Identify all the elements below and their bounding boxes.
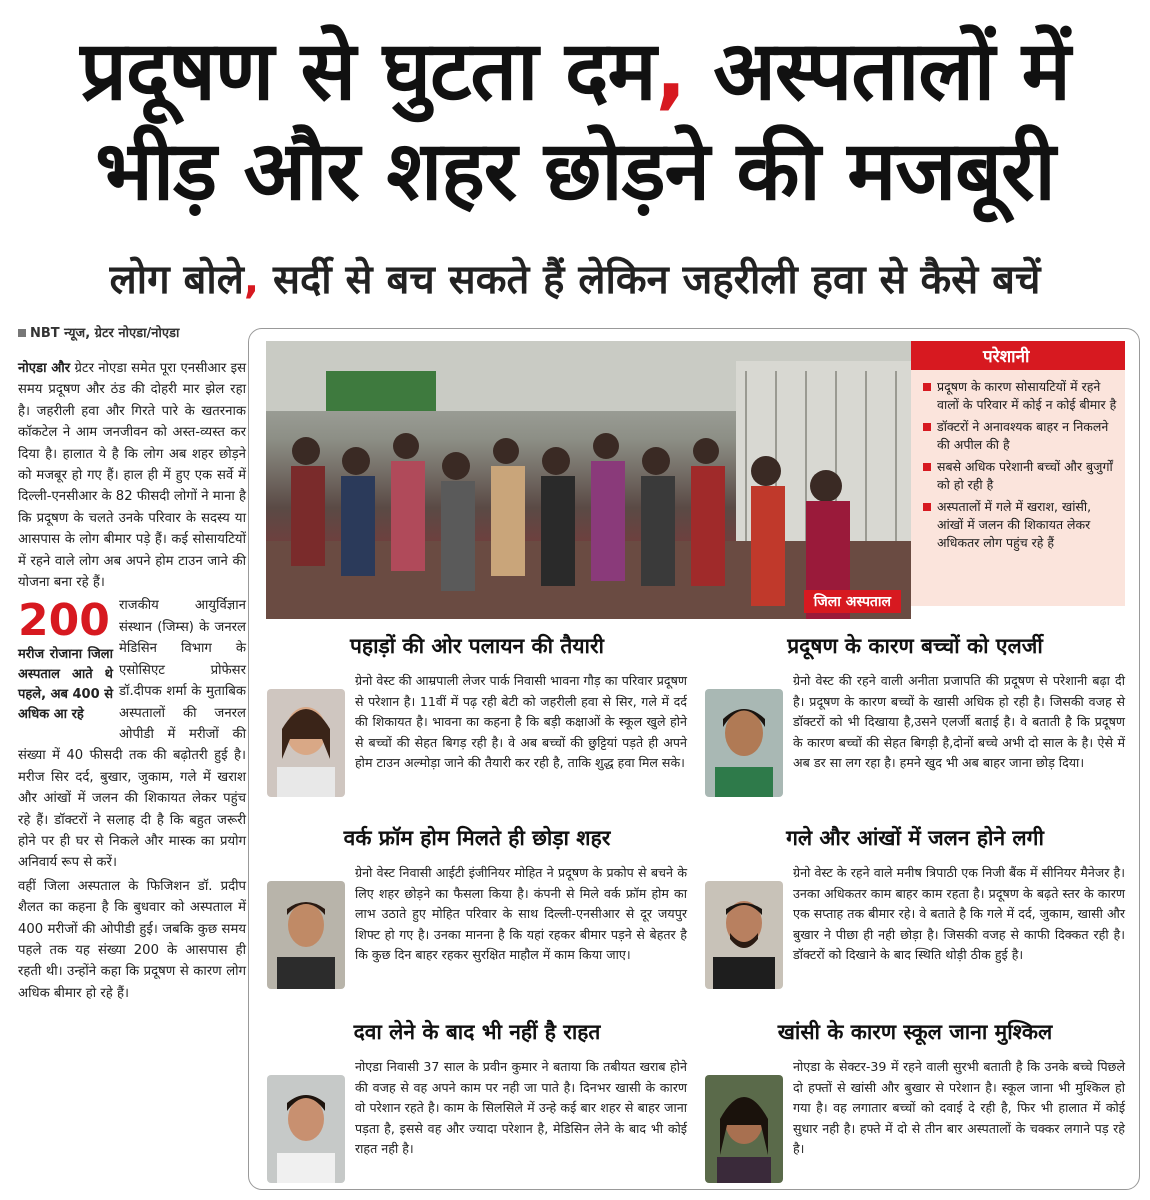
story-5: [267, 1015, 687, 1157]
headline-line-2: भीड़ और शहर छोड़ने की मजबूरी: [95, 124, 1055, 219]
story-title: खांसी के कारण स्कूल जाना मुश्किल: [777, 1020, 1053, 1044]
story-text: ग्रेनो वेस्ट निवासी आईटी इंजीनियर मोहित ने प्रदूषण के प्रकोप से बचने के लिए शहर छोड़ने का फैसला किया है। कंपनी से मिले वर्क फ्रॉम होम का लाभ उठाते हुए मोहित परिवार के साथ दिल्ली-एनसीआर से दूर जयपुर शिफ्ट हो गए है। उनका मानना है कि यहां रहकर बीमार पड़ने से बेहतर है कि कुछ दिन बाहर रहकर सुरक्षित माहौल में काम किया जाए।: [355, 865, 687, 963]
story-4: [705, 821, 1125, 963]
stat-number: 200: [18, 595, 110, 647]
story-text: ग्रेनो वेस्ट के रहने वाले मनीष त्रिपाठी एक निजी बैंक में सीनियर मैनेजर है। उनका अधिकतर काम बाहर काम रहता है। प्रदूषण के बढ़ते स्तर के कारण एक सप्ताह तक बीमार रहे। वे बताते है कि गले में दर्द, जुकाम, खासी और बुखार ने पीछा ही नही छोड़ा है। जिसकी वजह से काफी दिक्कत रही है। डॉक्टरों को दिखाने के बाद स्थिति थोड़ी ठीक हुई है।: [793, 865, 1125, 963]
sidebar-item: सबसे अधिक परेशानी बच्चों और बुजुर्गों को हो रही है: [923, 458, 1117, 494]
sidebar-item: डॉक्टरों ने अनावश्यक बाहर न निकलने की अपील की है: [923, 418, 1117, 454]
byline: NBT न्यूज, ग्रेटर नोएडा/नोएडा: [18, 323, 179, 341]
photo-caption: जिला अस्पताल: [804, 590, 901, 613]
story-text: ग्रेनो वेस्ट की रहने वाली अनीता प्रजापति की प्रदूषण से परेशानी बढ़ा दी है। प्रदूषण के कारण बच्चों के खासी अधिक हो रही है। जिसकी वजह से डॉक्टरों को भी दिखाया है,उसने एलर्जी बताई है। वे बताती है कि प्रदूषण के कारण बच्चों की सेहत बिगड़ी है,दोनों बच्चे अभी दो साल के है। ऐसे में अब डर सा लग रहा है। हमने खुद भी अब बाहर जाना छोड़ दिया।: [793, 673, 1126, 771]
stat-box: [18, 597, 113, 725]
person-photo: [705, 689, 783, 797]
crowd-illustration: [266, 341, 911, 619]
story-3: [267, 821, 687, 963]
story-text: ग्रेनो वेस्ट की आम्रपाली लेजर पार्क निवासी भावना गौड़ का परिवार प्रदूषण से परेशान है। 11वीं में पढ़ रही बेटी को जहरीली हवा से सिर, गले में दर्द की शिकायत है। भावना का कहना है कि बड़ी कक्षाओं के स्कूल खुले होने से बच्चों की सेहत बिगड़ रही है। वे अब बच्चों की छुट्टियां पड़ते ही अपने होम टाउन अल्मोड़ा जाने की तैयारी कर रही है, ताकि शुद्ध हवा मिल सके।: [355, 673, 687, 771]
main-story-para-2: राजकीय आयुर्विज्ञान संस्थान (जिम्स) के जनरल मेडिसिन विभाग के एसोसिएट प्रोफेसर डॉ.दीपक शर्मा के मुताबिक अस्पतालों की जनरल ओपीडी में मरीजों की संख्या में 40 फीसदी तक की बढ़ोतरी हुई है। मरीज सिर दर्द, बुखार, जुकाम, गले में खराश और आंखों में जलन की शिकायत लेकर पहुंच रहे हैं। डॉक्टरों ने सलाह दी है कि बहुत जरूरी होने पर ही घर से निकले और मास्क का प्रयोग अनिवार्य रूप से करें।: [18, 598, 246, 871]
bullet-square-icon: [923, 383, 931, 391]
sidebar-title: परेशानी: [911, 341, 1125, 370]
headline-line-1: प्रदूषण से घुटता दम, अस्पतालों में: [80, 24, 1070, 119]
problems-sidebar: [911, 341, 1125, 606]
story-title: प्रदूषण के कारण बच्चों को एलर्जी: [787, 634, 1043, 658]
sidebar-item: प्रदूषण के कारण सोसायटियों में रहने वालों के परिवार में कोई न कोई बीमार है: [923, 378, 1117, 414]
story-title: गले और आंखों में जलन होने लगी: [786, 826, 1044, 850]
main-story-para-1: नोएडा और ग्रेटर नोएडा समेत पूरा एनसीआर इस समय प्रदूषण और ठंड की दोहरी मार झेल रहा है। जहरीली हवा और गिरते पारे के खतरनाक कॉकटेल ने आम जनजीवन को अस्त-व्यस्त कर दिया है। हालात ये है कि लोग अब शहर छोड़ने को मजबूर हो गए हैं। हाल ही में हुए एक सर्वे में दिल्ली-एनसीआर के 82 फीसदी लोगों ने माना है कि प्रदूषण के चलते उनके परिवार के सदस्य या आसपास के लोग बीमार पड़े हैं। कई सोसायटियों में रहने वाले लोग अब अपने होम टाउन जाने की योजना बना रहे हैं।: [18, 361, 247, 591]
main-story-para-3: वहीं जिला अस्पताल के फिजिशन डॉ. प्रदीप शैलत का कहना है कि बुधवार को अस्पताल में 400 मरीजों की ओपीडी हुई। जबकि कुछ समय पहले तक यह संख्या 200 के आसपास ही रहती थी। उन्होंने कहा कि प्रदूषण से कारण लोग अधिक बीमार हो रहे हैं।: [18, 878, 246, 1001]
story-title: वर्क फ्रॉम होम मिलते ही छोड़ा शहर: [343, 826, 611, 850]
story-title: पहाड़ों की ओर पलायन की तैयारी: [349, 634, 604, 658]
main-story: [18, 358, 246, 1006]
person-photo: [267, 1075, 345, 1183]
bullet-square-icon: [923, 463, 931, 471]
bullet-square-icon: [923, 423, 931, 431]
story-2: [705, 629, 1126, 771]
person-photo: [267, 881, 345, 989]
bullet-square-icon: [923, 503, 931, 511]
hospital-crowd-photo: [266, 341, 911, 619]
subheadline: लोग बोले, सर्दी से बच सकते हैं लेकिन जहरीली हवा से कैसे बचें: [109, 257, 1041, 303]
sidebar-list: [911, 370, 1125, 552]
story-text: नोएडा निवासी 37 साल के प्रवीन कुमार ने बताया कि तबीयत खराब होने की वजह से वह अपने काम पर नही जा पाते है। दिनभर खासी के कारण वो परेशान रहते है। काम के सिलसिले में उन्हे कई बार शहर से बाहर जाना पड़ता है, इससे वह और ज्यादा परेशान है, मेडिसिन लेने के बाद भी कोई राहत नही है।: [355, 1059, 687, 1157]
sidebar-item: अस्पतालों में गले में खराश, खांसी, आंखों में जलन की शिकायत लेकर अधिकतर लोग पहुंच रहे हैं: [923, 498, 1117, 552]
stat-text: मरीज रोजाना जिला अस्पताल आते थे पहले, अब 400 से अधिक आ रहे: [18, 647, 113, 723]
story-text: नोएडा के सेक्टर-39 में रहने वाली सुरभी बताती है कि उनके बच्चे पिछले दो हफ्तों से खांसी और बुखार से परेशान है। स्कूल जाना भी मुश्किल हो गया है। वह लगातार बच्चों को दवाई दे रही है, फिर भी हालात में कोई सुधार नही है। हफ्ते में दो से तीन बार अस्पतालों के चक्कर लगाने पड़ रहे है।: [793, 1059, 1125, 1157]
byline-square-icon: [18, 329, 26, 337]
person-photo: [705, 1075, 783, 1183]
person-photo: [705, 881, 783, 989]
story-6: [705, 1015, 1125, 1157]
story-1: [267, 629, 687, 771]
story-title: दवा लेने के बाद भी नहीं है राहत: [353, 1020, 601, 1044]
headline: [0, 22, 1150, 222]
feature-box: [248, 328, 1140, 1190]
person-photo: [267, 689, 345, 797]
